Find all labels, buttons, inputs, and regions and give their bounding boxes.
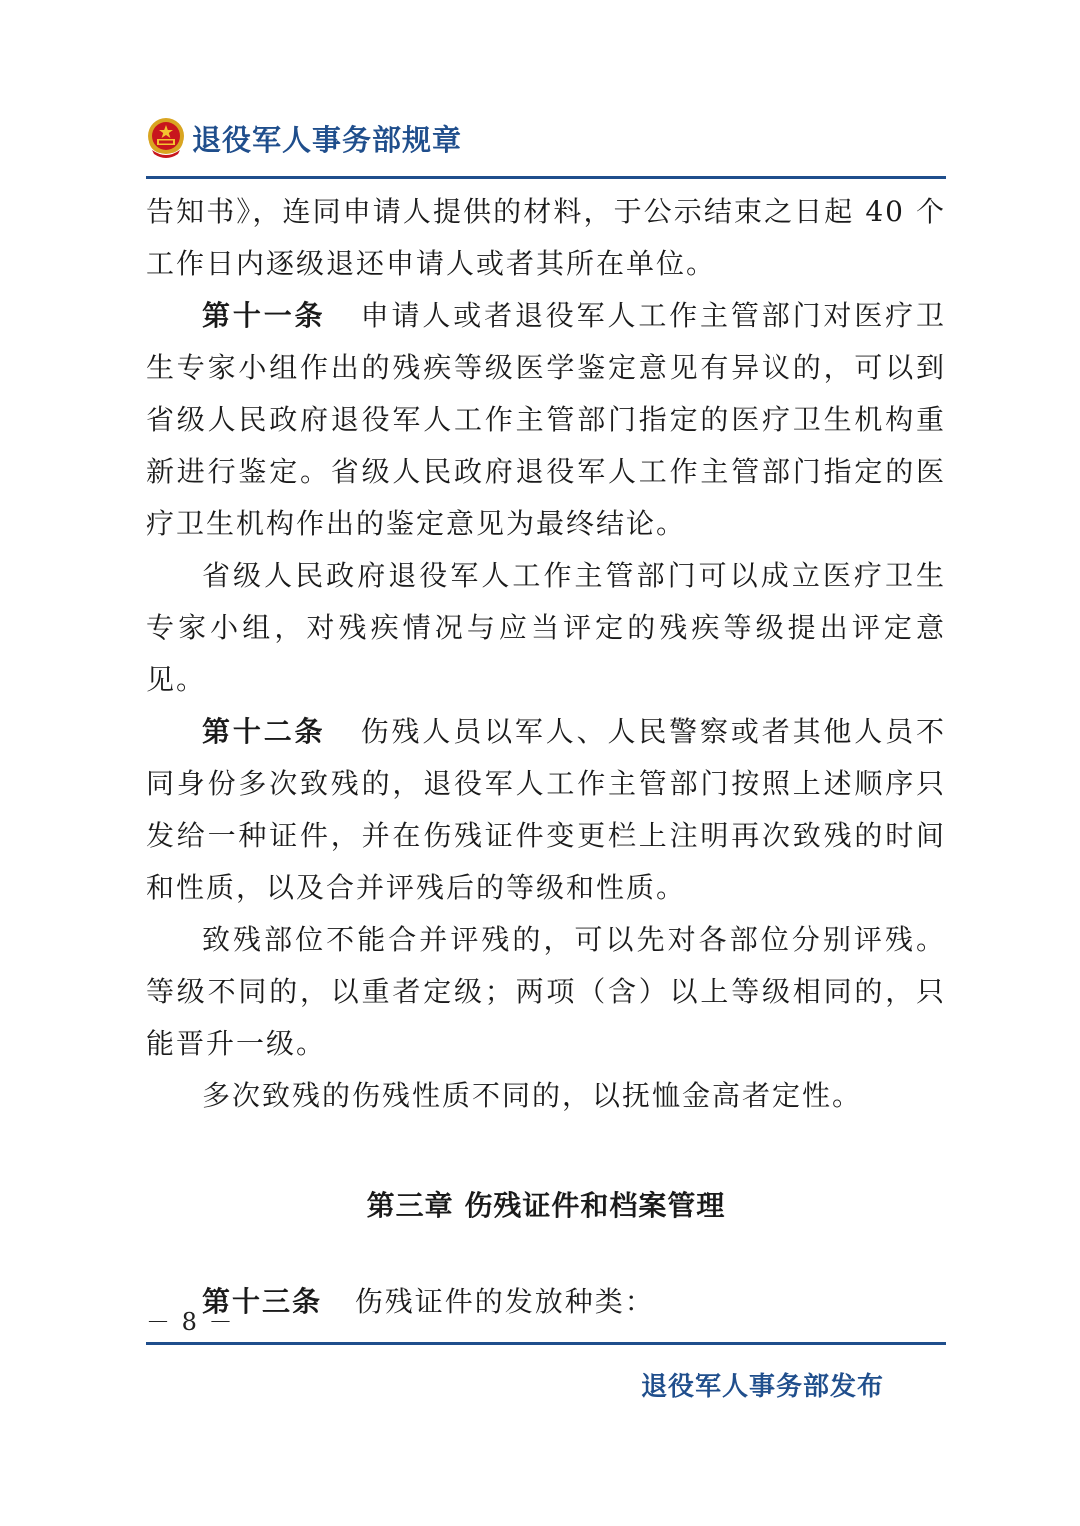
article-12-text: 伤残人员以军人、人民警察或者其他人员不同身份多次致残的，退役军人工作主管部门按照上述顺序只发给一种证件，并在伤残证件变更栏上注明再次致残的时间和性质，以及合并评残后的等级和性质。: [146, 715, 946, 904]
document-body: [146, 186, 946, 1328]
article-13-text: 伤残证件的发放种类：: [354, 1285, 655, 1318]
article-11: [146, 290, 946, 550]
page-header: [146, 112, 946, 164]
article-11-label: 第十一条: [202, 299, 326, 332]
paragraph-continuation: 告知书》，连同申请人提供的材料，于公示结束之日起 40 个工作日内逐级退还申请人或者其所在单位。: [146, 195, 946, 280]
national-emblem-icon: [146, 116, 186, 160]
article-12-paragraph-2: 致残部位不能合并评残的，可以先对各部位分别评残。等级不同的，以重者定级；两项（含）以上等级相同的，只能晋升一级。: [146, 923, 946, 1060]
article-11-text: 申请人或者退役军人工作主管部门对医疗卫生专家小组作出的残疾等级医学鉴定意见有异议的，可以到省级人民政府退役军人工作主管部门指定的医疗卫生机构重新进行鉴定。省级人民政府退役军人工作主管部门指定的医疗卫生机构作出的鉴定意见为最终结论。: [146, 299, 946, 540]
page-number: － 8 －: [146, 1308, 235, 1336]
article-12: [146, 706, 946, 914]
footer-divider: [146, 1342, 946, 1345]
article-12-paragraph-3: 多次致残的伤残性质不同的，以抚恤金高者定性。: [202, 1079, 863, 1112]
article-13-label: 第十三条: [202, 1285, 323, 1318]
chapter-title: 第三章 伤残证件和档案管理: [366, 1189, 726, 1222]
header-title: 退役军人事务部规章: [192, 123, 463, 157]
footer-publisher: 退役军人事务部发布: [640, 1372, 884, 1402]
header-divider: [146, 176, 946, 179]
article-13: [146, 1276, 946, 1328]
article-11-paragraph-2: 省级人民政府退役军人工作主管部门可以成立医疗卫生专家小组，对残疾情况与应当评定的残疾等级提出评定意见。: [146, 559, 946, 696]
article-12-label: 第十二条: [202, 715, 326, 748]
